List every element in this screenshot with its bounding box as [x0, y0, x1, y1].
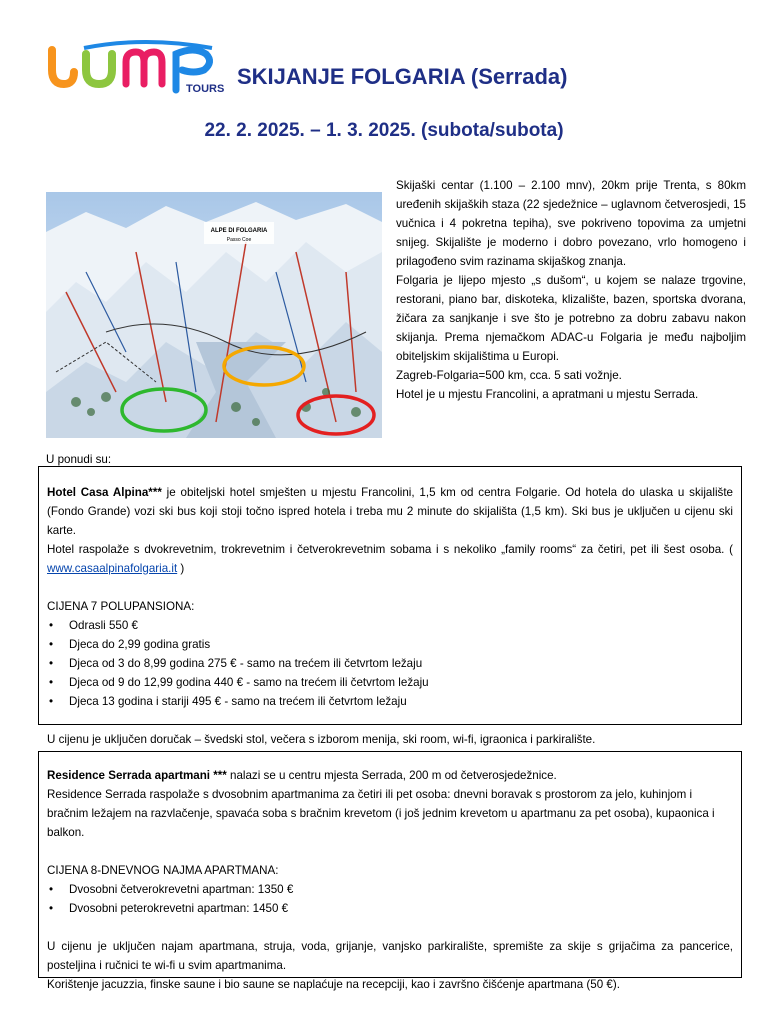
page-title: SKIJANJE FOLGARIA (Serrada)	[237, 64, 568, 89]
hotel-website-link[interactable]: www.casaalpinafolgaria.it	[47, 562, 178, 575]
list-item: • Djeca do 2,99 godina gratis	[47, 635, 733, 654]
hotel-box	[38, 466, 742, 746]
map-label-sub: Passo Coe	[226, 237, 252, 243]
hotel-rooms	[47, 540, 733, 578]
map-label-top: ALPE DI FOLGARIA	[210, 228, 268, 234]
hotel-rooms-end: )	[177, 562, 185, 575]
hotel-description	[47, 483, 733, 540]
intro-paragraph: Skijaški centar (1.100 – 2.100 mnv), 20km prije Trenta, s 80km uređenih skijaških staza (22 sjedežnice – uglavnom četverosjedi, 15 vučnica i 4 pokretna tepiha), sve pokriveno topovima za umjetni snijeg. Skijalište je moderno i dobro povezano, vrlo homogeno i prilagođeno svim razinama skijaškog znanja.	[396, 179, 746, 268]
intro-text	[396, 176, 746, 404]
hotel-rooms-text: Hotel raspolaže s dvokrevetnim, trokrevetnim i četverokrevetnim sobama i s nekoliko „family rooms“ za četiri, pet ili šest osoba. (	[47, 543, 733, 556]
logo-sub-text: TOURS	[186, 83, 224, 94]
intro-paragraph: Hotel je u mjestu Francolini, a apratmani u mjestu Serrada.	[396, 388, 699, 401]
hotel-desc-text: je obiteljski hotel smješten u mjestu Francolini, 1,5 km od centra Folgarie. Od hotela do ulaska u skijalište (Fondo Grande) vozi ski bus koji stoji točno ispred hotela i treba mu 2 minute do skijališta (1,5 km). Ski bus je uključen u cijenu ski karte.	[47, 486, 733, 537]
hotel-price-list	[47, 616, 733, 711]
jump-tours-logo	[44, 40, 224, 94]
residence-included: U cijenu je uključen najam apartmana, struja, voda, grijanje, vanjsko parkiralište, spremište za skije s grijačima za pancerice, posteljina i ručnici te wi-fi u svim apartmanima.	[47, 940, 733, 972]
list-item: • Dvosobni četverokrevetni apartman: 1350 €	[47, 880, 733, 899]
ski-resort-map	[46, 192, 382, 438]
list-item: • Djeca 13 godina i stariji 495 € - samo na trećem ili četvrtom ležaju	[47, 692, 733, 711]
intro-paragraph: Zagreb-Folgaria=500 km, cca. 5 sati vožnje.	[396, 369, 622, 382]
list-item: • Odrasli 550 €	[47, 616, 733, 635]
offer-label: U ponudi su:	[46, 453, 112, 466]
residence-price-title: CIJENA 8-DNEVNOG NAJMA APARTMANA:	[47, 864, 279, 877]
residence-desc-text: nalazi se u centru mjesta Serrada, 200 m od četverosjedežnice.	[226, 769, 557, 782]
hotel-included: U cijenu je uključen doručak – švedski stol, večera s izborom menija, ski room, wi-fi, igraonica i parkiralište.	[47, 733, 596, 746]
hotel-price-title: CIJENA 7 POLUPANSIONA:	[47, 600, 195, 613]
hotel-name: Hotel Casa Alpina***	[47, 486, 162, 499]
residence-rooms: Residence Serrada raspolaže s dvosobnim apartmanima za četiri ili pet osoba: dnevni boravak s prostorom za jelo, kuhinjom i bračnim ležajem na razvlačenje, spavaća soba s bračnim krevetom (i još jednim krevetom u apartmanu za pet osoba), kupaonica i balkon.	[47, 788, 715, 839]
list-item: • Dvosobni peterokrevetni apartman: 1450 €	[47, 899, 733, 918]
residence-box	[38, 751, 742, 991]
residence-extra: Korištenje jacuzzia, finske saune i bio saune se naplaćuje na recepciji, kao i završno čišćenje apartmana (50 €).	[47, 978, 620, 991]
list-item: • Djeca od 9 do 12,99 godina 440 € - samo na trećem ili četvrtom ležaju	[47, 673, 733, 692]
trip-dates: 22. 2. 2025. – 1. 3. 2025. (subota/subota)	[204, 120, 564, 141]
residence-name: Residence Serrada apartmani ***	[47, 769, 227, 782]
list-item: • Djeca od 3 do 8,99 godina 275 € - samo na trećem ili četvrtom ležaju	[47, 654, 733, 673]
residence-description	[47, 766, 733, 785]
intro-paragraph: Folgaria je lijepo mjesto „s dušom“, u kojem se nalaze trgovine, restorani, piano bar, diskoteka, klizalište, bazen, sportska dvorana, žičara za sanjkanje i sve što je potrebno za dobru zabavu nakon skijanja. Prema njemačkom ADAC-u Folgaria je među najboljim obiteljskim skijalištima u Europi.	[396, 274, 746, 363]
residence-price-list	[47, 880, 733, 918]
